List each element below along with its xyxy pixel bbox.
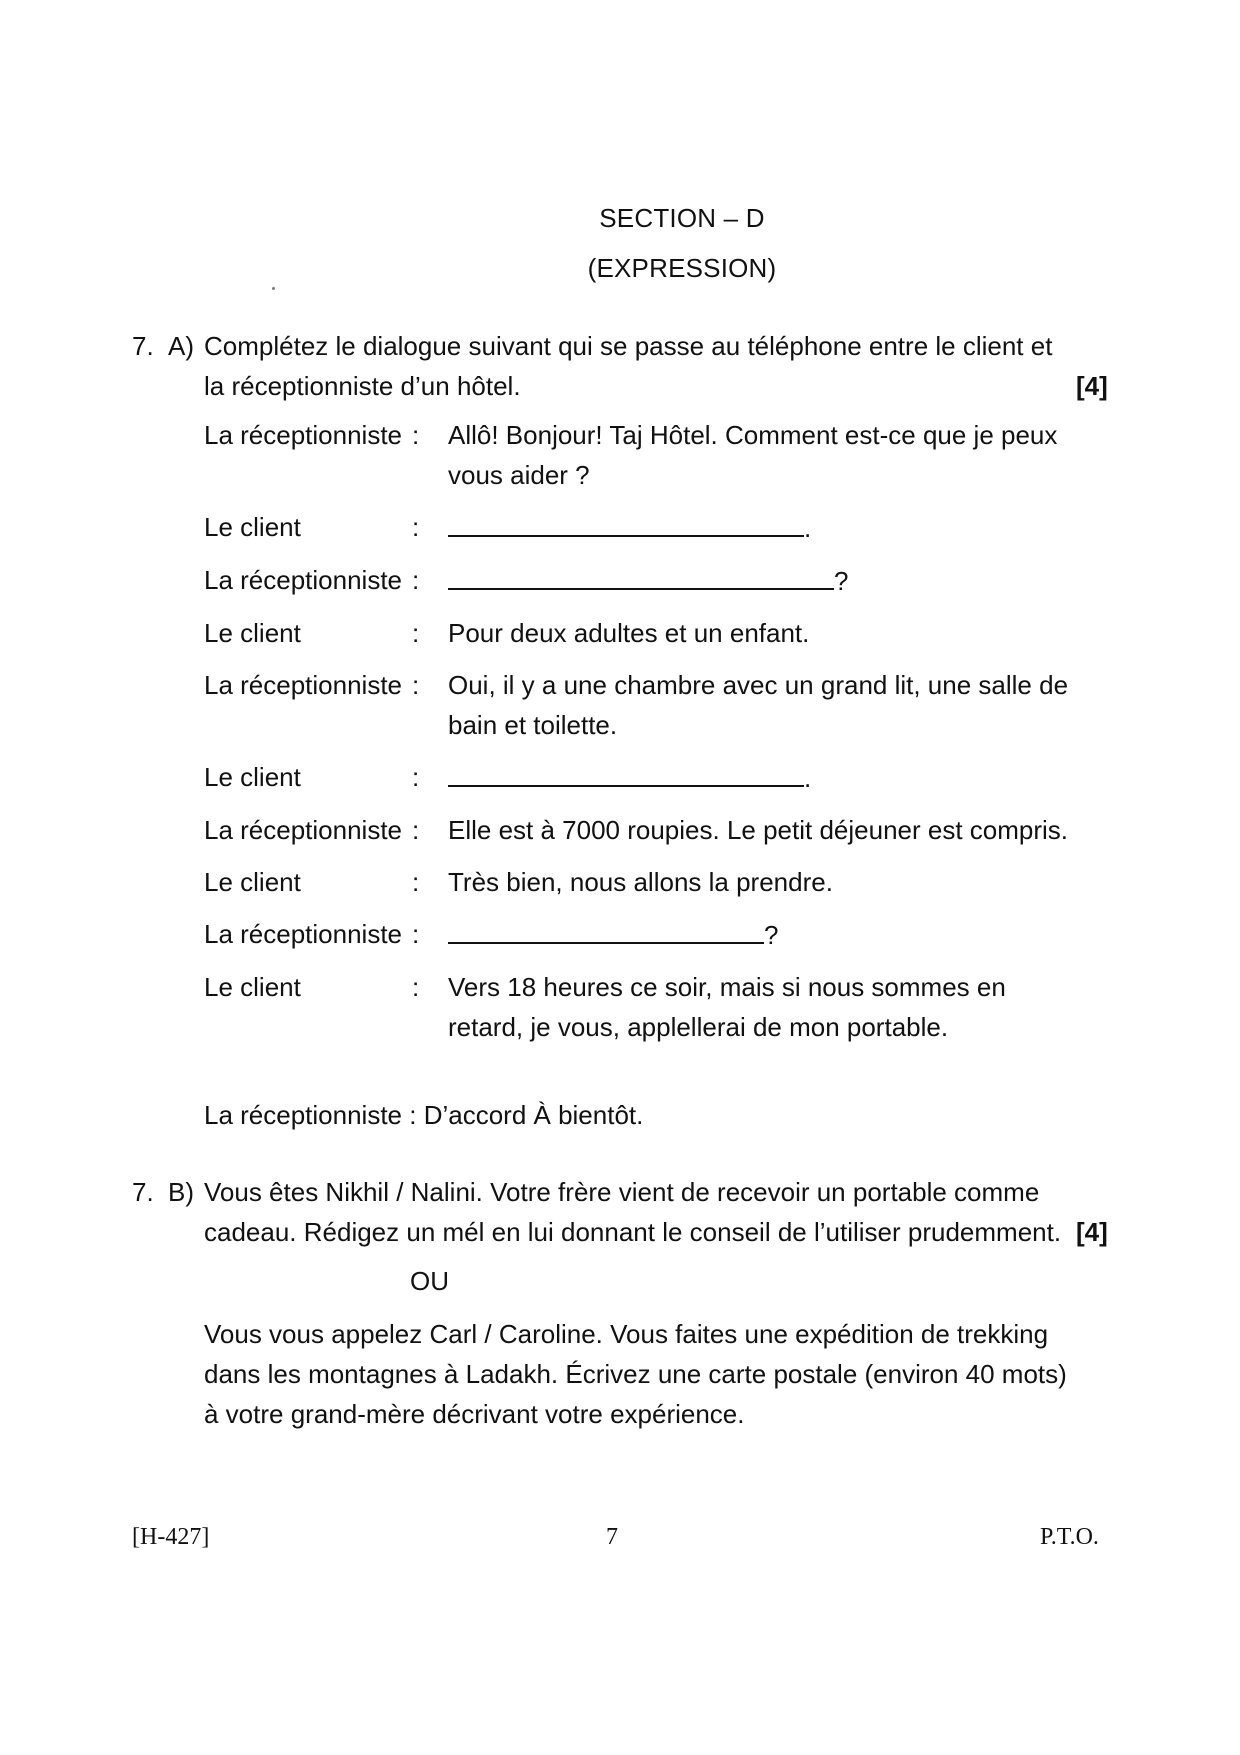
speaker: La réceptionniste: [204, 919, 403, 949]
speaker: La réceptionniste: [204, 565, 403, 595]
dialogue-line: [204, 914, 1084, 955]
dialogue-text: Elle est à 7000 roupies. Le petit déjeuner est compris.: [448, 815, 1069, 845]
blank-punctuation: .: [804, 763, 812, 793]
answer-blank: [448, 757, 804, 787]
pto-label: P.T.O.: [1040, 1524, 1099, 1550]
colon: :: [412, 762, 420, 792]
dialogue-line: [204, 507, 1084, 548]
question-b-alternative: Vous vous appelez Carl / Caroline. Vous faites une expédition de trekking dans les montagnes à Ladakh. Écrivez une carte postale (environ 40 mots) à votre grand-mère décrivant votre expérience.: [204, 1319, 1067, 1429]
question-b-instruction: Vous êtes Nikhil / Nalini. Votre frère vient de recevoir un portable comme cadeau. Rédigez un mél en lui donnant le conseil de l’utiliser prudemment.: [204, 1177, 1062, 1247]
dialogue-line: [204, 862, 1084, 902]
speaker: Le client: [204, 618, 301, 648]
dialogue-line: [204, 757, 1084, 798]
dialogue-text: Vers 18 heures ce soir, mais si nous sommes en retard, je vous, applellerai de mon portable.: [448, 972, 1006, 1042]
dialogue-line: [204, 560, 1084, 601]
dialogue: [204, 415, 1084, 1059]
page-number: 7: [606, 1524, 618, 1550]
answer-blank-line: [448, 914, 1084, 955]
question-b-number: 7.: [132, 1177, 154, 1207]
dialogue-text: Oui, il y a une chambre avec un grand lit, une salle de bain et toilette.: [448, 670, 1069, 740]
colon: :: [412, 565, 420, 595]
question-b-marks: [4]: [1076, 1217, 1108, 1247]
dialogue-line: [204, 613, 1084, 653]
question-a-instruction: Complétez le dialogue suivant qui se passe au téléphone entre le client et la réceptionniste d’un hôtel.: [204, 331, 1053, 401]
dialogue-text: Pour deux adultes et un enfant.: [448, 618, 810, 648]
blank-punctuation: .: [804, 513, 812, 543]
colon: :: [412, 512, 420, 542]
speaker: La réceptionniste: [204, 670, 403, 700]
answer-blank: [448, 560, 834, 590]
or-label: OU: [410, 1266, 449, 1296]
speaker: Le client: [204, 762, 301, 792]
section-subtitle: (EXPRESSION): [587, 253, 777, 283]
speaker: La réceptionniste: [204, 420, 403, 450]
dialogue-closing: La réceptionniste : D’accord À bientôt.: [204, 1100, 644, 1130]
paper-code: [H-427]: [132, 1524, 210, 1550]
speaker: Le client: [204, 512, 301, 542]
answer-blank: [448, 914, 764, 944]
speaker: La réceptionniste: [204, 815, 403, 845]
answer-blank-line: [448, 560, 1084, 601]
question-b-label: B): [168, 1177, 194, 1207]
section-title: SECTION – D: [599, 203, 765, 233]
colon: :: [412, 919, 420, 949]
answer-blank-line: [448, 507, 1084, 548]
colon: :: [412, 972, 420, 1002]
colon: :: [412, 618, 420, 648]
blank-punctuation: ?: [834, 566, 849, 596]
dialogue-line: [204, 967, 1084, 1047]
question-a-marks: [4]: [1076, 371, 1108, 401]
dialogue-line: [204, 415, 1084, 495]
question-a-label: A): [168, 331, 194, 361]
speaker: Le client: [204, 972, 301, 1002]
speaker: Le client: [204, 867, 301, 897]
dialogue-text: Allô! Bonjour! Taj Hôtel. Comment est-ce que je peux vous aider ?: [448, 420, 1058, 490]
colon: :: [412, 670, 420, 700]
colon: :: [412, 815, 420, 845]
blank-punctuation: ?: [764, 920, 779, 950]
answer-blank-line: [448, 757, 1084, 798]
question-a-number: 7.: [132, 331, 154, 361]
dialogue-line: [204, 665, 1084, 745]
scan-speck: [272, 287, 275, 290]
answer-blank: [448, 507, 804, 537]
dialogue-line: [204, 810, 1084, 850]
dialogue-text: Très bien, nous allons la prendre.: [448, 867, 833, 897]
colon: :: [412, 867, 420, 897]
colon: :: [412, 420, 420, 450]
